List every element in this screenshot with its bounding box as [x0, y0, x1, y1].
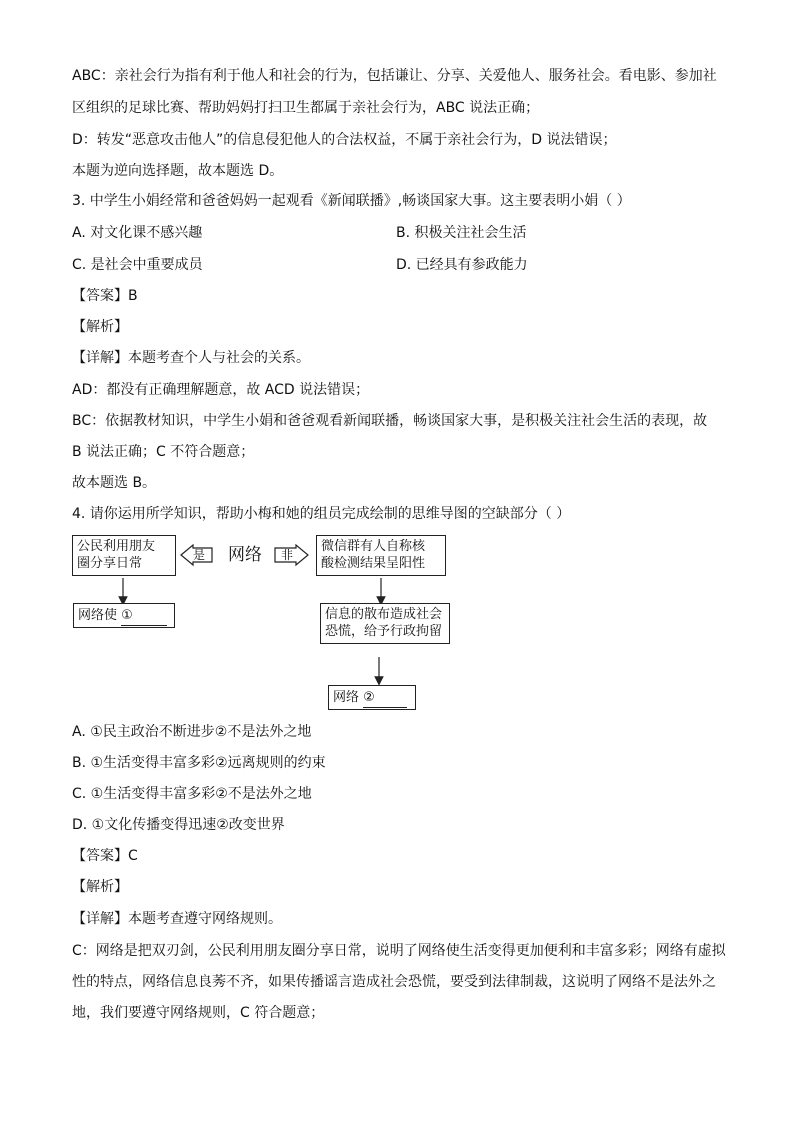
blank-2 — [363, 688, 407, 708]
box-network-is — [328, 685, 416, 710]
box-text: 信息的散布造成社会 — [325, 607, 443, 622]
text-line: ABC：亲社会行为指有利于他人和社会的行为，包括谦让、分享、关爱他人、服务社会。看电影、参加社 — [72, 68, 717, 84]
box-detention — [320, 603, 450, 644]
blank-1 — [121, 606, 167, 626]
q3-option-a: A. 对文化课不感兴趣 — [72, 225, 203, 241]
question-3: 3. 中学生小娟经常和爸爸妈妈一起观看《新闻联播》,畅谈国家大事。这主要表明小娟（ ） — [72, 193, 631, 209]
text-line: 地，我们要遵守网络规则，C 符合题意； — [72, 1005, 325, 1021]
box-text: 公民利用朋友 — [77, 539, 156, 554]
text-line: B 说法正确；C 不符合题意； — [72, 444, 255, 460]
answer-3: 【答案】B — [72, 288, 138, 304]
q4-option-a: A. ①民主政治不断进步②不是法外之地 — [72, 724, 312, 740]
box-text: 网络使 — [78, 608, 118, 623]
blank-mark: ② — [363, 690, 375, 705]
text-line: 性的特点，网络信息良莠不齐，如果传播谣言造成社会恐慌，要受到法律制裁，这说明了网络不是法外之 — [72, 974, 716, 990]
text-line: BC：依据教材知识，中学生小娟和爸爸观看新闻联播，畅谈国家大事，是积极关注社会生活的表现，故 — [72, 413, 708, 429]
q3-option-b: B. 积极关注社会生活 — [396, 225, 527, 241]
blank-mark: ① — [121, 608, 133, 623]
text-line: AD：都没有正确理解题意，故 ACD 说法错误； — [72, 382, 370, 398]
text-line: 故本题选 B。 — [72, 475, 157, 491]
q3-option-d: D. 已经具有参政能力 — [396, 257, 528, 273]
box-text: 恐慌，给予行政拘留 — [325, 624, 443, 639]
answer-4: 【答案】C — [72, 848, 138, 864]
analysis-heading-3: 【解析】 — [72, 319, 128, 335]
box-text: 微信群有人自称核 — [321, 539, 426, 554]
analysis-heading-4: 【解析】 — [72, 879, 128, 895]
text-line: D：转发“恶意攻击他人”的信息侵犯他人的合法权益，不属于亲社会行为，D 说法错误； — [72, 132, 617, 148]
q4-option-b: B. ①生活变得丰富多彩②远离规则的约束 — [72, 755, 326, 771]
question-4: 4. 请你运用所学知识，帮助小梅和她的组员完成绘制的思维导图的空缺部分（ ） — [72, 506, 571, 522]
box-text: 圈分享日常 — [77, 556, 143, 571]
detail-3: 【详解】本题考查个人与社会的关系。 — [72, 350, 310, 366]
q4-option-d: D. ①文化传播变得迅速②改变世界 — [72, 817, 285, 833]
detail-4: 【详解】本题考查遵守网络规则。 — [72, 911, 282, 927]
text-line: 区组织的足球比赛、帮助妈妈打扫卫生都属于亲社会行为，ABC 说法正确； — [72, 100, 540, 116]
yes-label: 是 — [193, 548, 206, 562]
no-label: 非 — [281, 548, 294, 562]
box-network-makes — [73, 603, 175, 628]
box-share-daily — [72, 535, 176, 576]
box-text: 酸检测结果呈阳性 — [321, 556, 426, 571]
center-network-label: 网络 — [228, 545, 262, 565]
text-line: C：网络是把双刃剑，公民利用朋友圈分享日常，说明了网络使生活变得更加便利和丰富多彩；网络有虚拟 — [72, 943, 726, 959]
box-text: 网络 — [333, 690, 360, 705]
q3-option-c: C. 是社会中重要成员 — [72, 257, 203, 273]
text-line: 本题为逆向选择题，故本题选 D。 — [72, 163, 284, 179]
box-wechat-rumor — [316, 535, 446, 576]
q4-option-c: C. ①生活变得丰富多彩②不是法外之地 — [72, 786, 312, 802]
